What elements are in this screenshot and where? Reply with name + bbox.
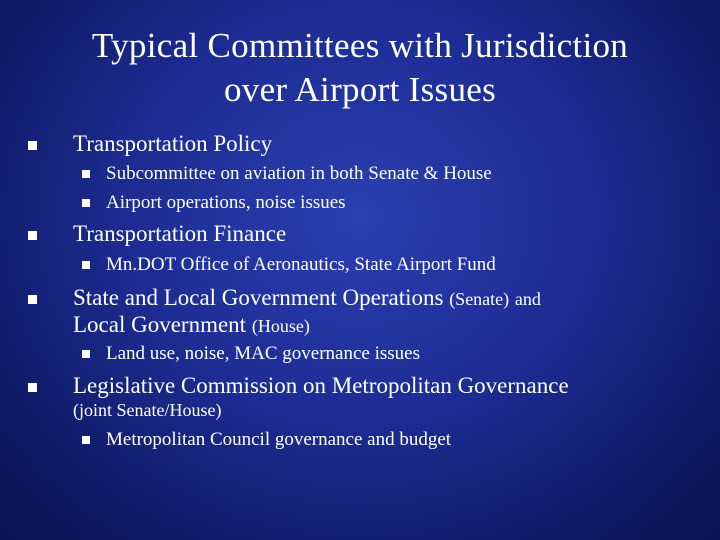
bullet-text: Transportation Policy <box>73 131 273 156</box>
bullet-text-main: State and Local Government Operations <box>73 285 444 310</box>
bullet-text: Transportation Finance <box>73 221 287 246</box>
bullet-text-joint: (joint Senate/House) <box>73 400 222 420</box>
sub-bullet-text: Mn.DOT Office of Aeronautics, State Airport Fund <box>106 254 496 275</box>
square-bullet-icon <box>28 231 37 240</box>
bullet-text <box>73 285 541 312</box>
bullet-text: Legislative Commission on Metropolitan Governance <box>73 373 569 398</box>
bullet-text-chamber: (Senate) <box>449 289 510 309</box>
bullet-text-chamber: (House) <box>251 316 310 336</box>
square-bullet-icon <box>82 170 90 178</box>
sub-bullet-text: Land use, noise, MAC governance issues <box>106 343 420 364</box>
title-line-2: over Airport Issues <box>223 70 497 109</box>
square-bullet-icon <box>28 383 37 392</box>
sub-bullet-text: Subcommittee on aviation in both Senate & House <box>106 163 492 184</box>
sub-bullet-text: Metropolitan Council governance and budget <box>106 429 452 450</box>
square-bullet-icon <box>82 199 90 207</box>
square-bullet-icon <box>82 350 90 358</box>
square-bullet-icon <box>28 141 37 150</box>
square-bullet-icon <box>28 295 37 304</box>
square-bullet-icon <box>82 261 90 269</box>
bullet-text-and: and <box>514 289 541 309</box>
bullet-text-continuation <box>73 312 310 339</box>
slide-title <box>20 24 700 112</box>
square-bullet-icon <box>82 436 90 444</box>
bullet-text-main: Local Government <box>73 312 247 337</box>
title-line-1: Typical Committees with Jurisdiction <box>91 26 629 65</box>
sub-bullet-text: Airport operations, noise issues <box>106 192 346 213</box>
